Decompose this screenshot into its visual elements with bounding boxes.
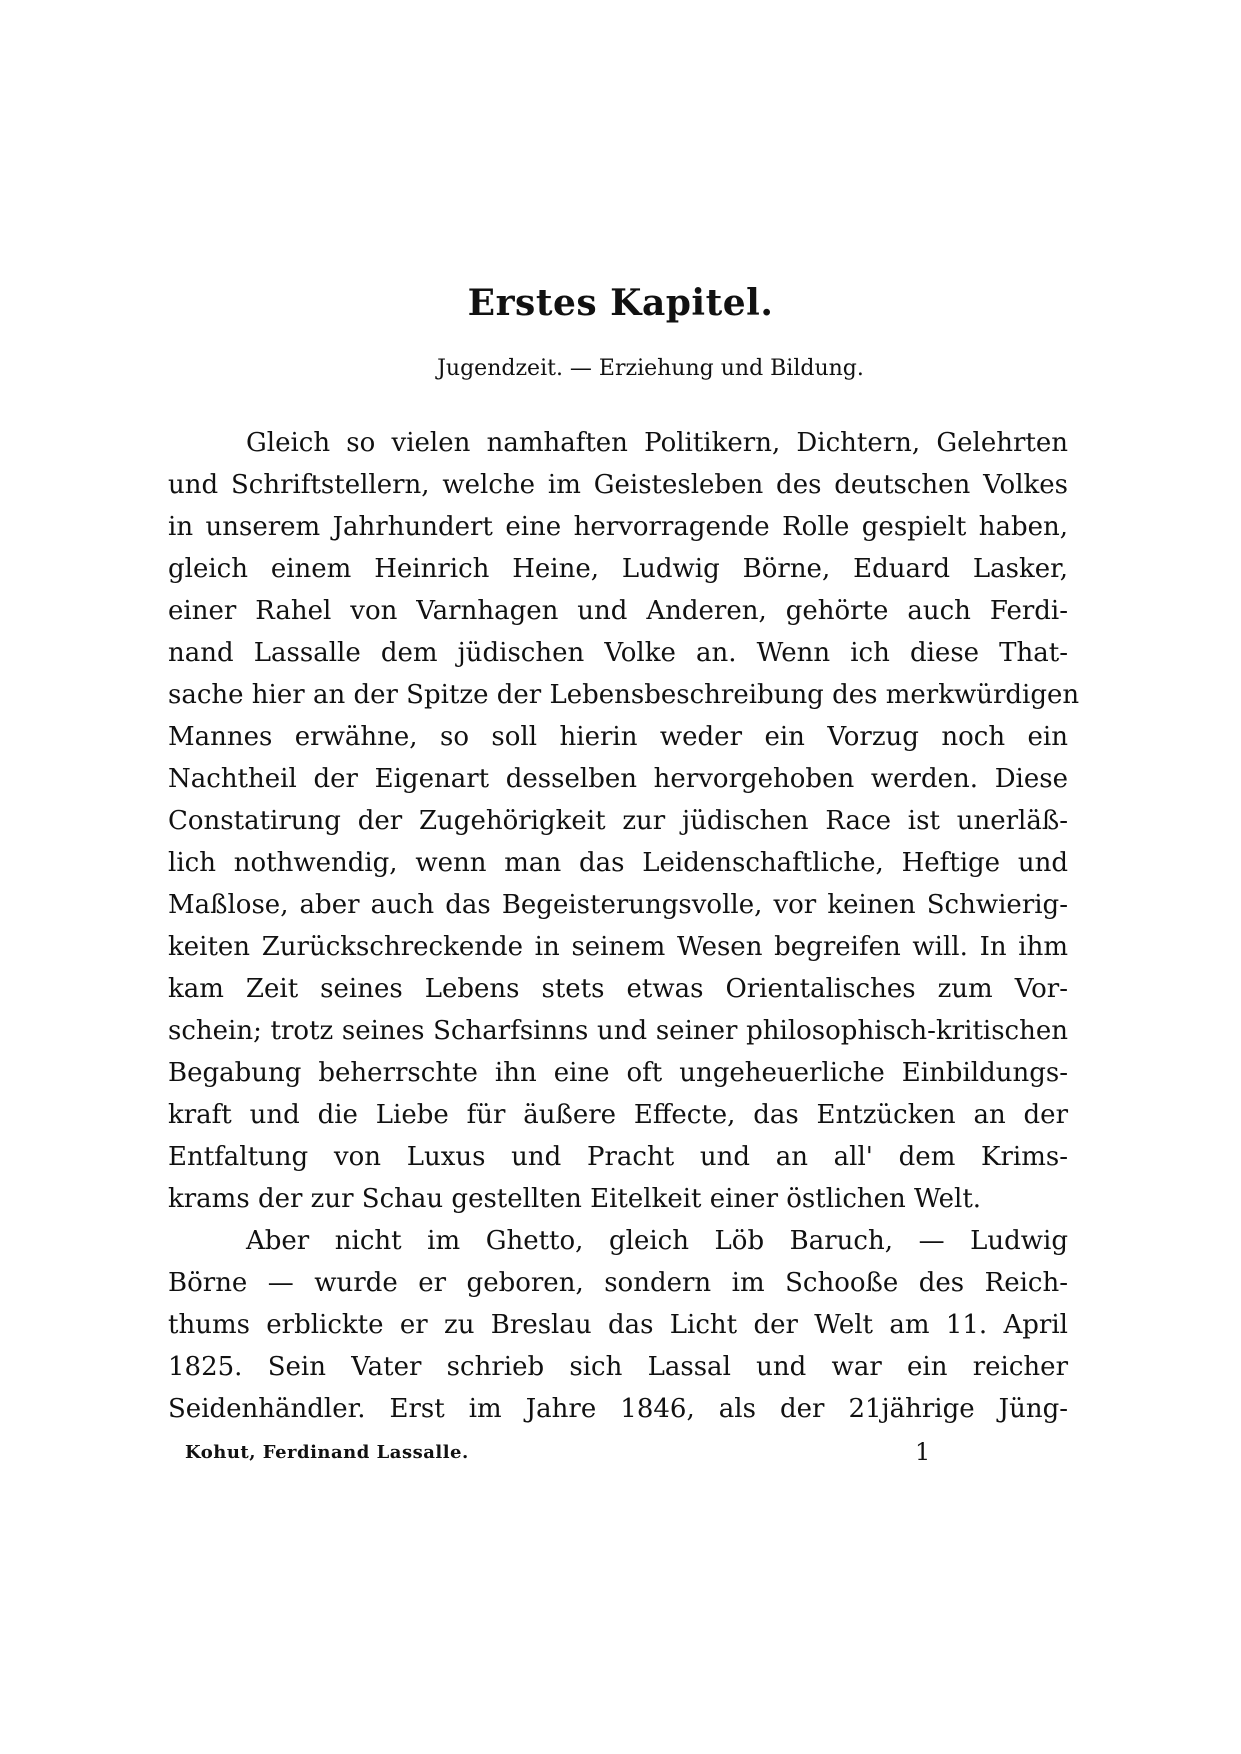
text-line: krams der zur Schau gestellten Eitelkeit einer östlichen Welt.	[168, 1184, 982, 1214]
text-line: kraft und die Liebe für äußere Effecte, das Entzücken an der	[168, 1100, 1068, 1130]
chapter-title: Erstes Kapitel.	[467, 282, 774, 324]
text-line: einer Rahel von Varnhagen und Anderen, gehörte auch Ferdi-	[168, 596, 1068, 626]
text-line: Gleich so vielen namhaften Politikern, Dichtern, Gelehrten	[246, 428, 1068, 458]
text-line: keiten Zurückschreckende in seinem Wesen begreifen will. In ihm	[168, 932, 1068, 962]
text-line: kam Zeit seines Lebens stets etwas Orientalisches zum Vor-	[168, 974, 1068, 1004]
text-line: nand Lassalle dem jüdischen Volke an. Wenn ich diese That-	[168, 638, 1068, 668]
text-line: Maßlose, aber auch das Begeisterungsvolle, vor keinen Schwierig-	[168, 890, 1068, 920]
signature-mark: Kohut, Ferdinand Lassalle.	[185, 1442, 469, 1463]
text-line: Aber nicht im Ghetto, gleich Löb Baruch, — Ludwig	[246, 1226, 1068, 1256]
text-line: und Schriftstellern, welche im Geistesleben des deutschen Volkes	[168, 470, 1068, 500]
text-line: Seidenhändler. Erst im Jahre 1846, als der 21jährige Jüng-	[168, 1394, 1068, 1424]
body-text	[168, 422, 1080, 1430]
text-line: Mannes erwähne, so soll hierin weder ein Vorzug noch ein	[168, 722, 1068, 752]
text-line: sache hier an der Spitze der Lebensbeschreibung des merkwürdigen	[168, 680, 1080, 710]
text-line: Constatirung der Zugehörigkeit zur jüdischen Race ist unerläß-	[168, 806, 1068, 836]
text-line: Börne — wurde er geboren, sondern im Schooße des Reich-	[168, 1268, 1068, 1298]
text-line: gleich einem Heinrich Heine, Ludwig Börne, Eduard Lasker,	[168, 554, 1068, 584]
text-line: Entfaltung von Luxus und Pracht und an all' dem Krims-	[168, 1142, 1068, 1172]
text-line: 1825. Sein Vater schrieb sich Lassal und war ein reicher	[168, 1352, 1068, 1382]
text-line: Begabung beherrschte ihn eine oft ungeheuerliche Einbildungs-	[168, 1058, 1068, 1088]
text-line: Nachtheil der Eigenart desselben hervorgehoben werden. Diese	[168, 764, 1068, 794]
text-line: schein; trotz seines Scharfsinns und seiner philosophisch-kritischen	[168, 1016, 1068, 1046]
text-line: thums erblickte er zu Breslau das Licht der Welt am 11. April	[168, 1310, 1068, 1340]
text-line: lich nothwendig, wenn man das Leidenschaftliche, Heftige und	[168, 848, 1068, 878]
page-number: 1	[915, 1438, 931, 1466]
chapter-subtitle: Jugendzeit. — Erziehung und Bildung.	[437, 356, 864, 381]
text-line: in unserem Jahrhundert eine hervorragende Rolle gespielt haben,	[168, 512, 1068, 542]
